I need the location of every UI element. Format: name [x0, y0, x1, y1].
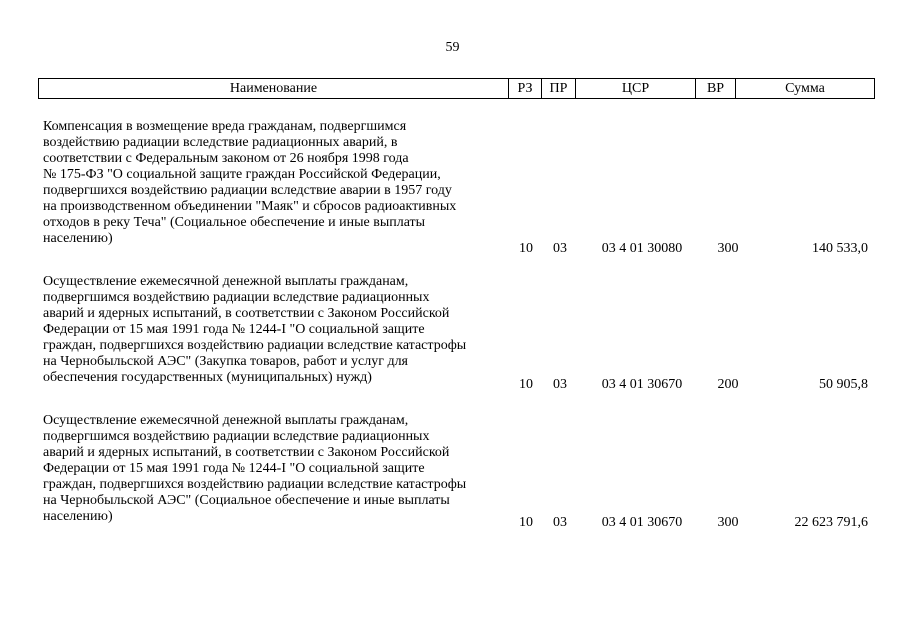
row-name-line: на Чернобыльской АЭС" (Социальное обеспечение и иные выплаты	[43, 493, 450, 508]
row-rz: 10	[519, 377, 533, 392]
row-name-line: соответствии с Федеральным законом от 26 ноября 1998 года	[43, 151, 409, 166]
row-pr: 03	[553, 241, 567, 256]
row-name	[43, 413, 513, 525]
row-name-line: подвергшихся воздействию радиации вследствие аварии в 1957 году	[43, 183, 452, 198]
row-csr: 03 4 01 30670	[601, 377, 683, 392]
row-name-line: Компенсация в возмещение вреда гражданам, подвергшимся	[43, 119, 407, 134]
table-row	[0, 274, 905, 393]
row-name-line: № 175-ФЗ "О социальной защите граждан Российской Федерации,	[43, 167, 441, 182]
row-rz: 10	[519, 515, 533, 530]
row-name-line: отходов в реку Теча" (Социальное обеспечение и иные выплаты	[43, 215, 426, 230]
table-row	[0, 119, 905, 257]
row-name-line: граждан, подвергшихся воздействию радиации вследствие катастрофы	[43, 477, 467, 492]
row-sum: 140 533,0	[812, 241, 868, 256]
row-name	[43, 274, 513, 386]
row-name-line: аварий и ядерных испытаний, в соответствии с Законом Российской	[43, 306, 450, 321]
row-name-line: на производственном объединении "Маяк" и сбросов радиоактивных	[43, 199, 457, 214]
row-name-line: воздействию радиации вследствие радиационных аварий, в	[43, 135, 398, 150]
row-name-line: подвергшимся воздействию радиации вследствие радиационных	[43, 290, 430, 305]
row-sum: 22 623 791,6	[794, 515, 868, 530]
header-rz: РЗ	[509, 79, 542, 99]
row-name-line: населению)	[43, 231, 113, 246]
table-row	[0, 413, 905, 531]
row-name-line: Осуществление ежемесячной денежной выплаты гражданам,	[43, 274, 409, 289]
header-name: Наименование	[39, 79, 509, 99]
header-csr: ЦСР	[576, 79, 696, 99]
row-pr: 03	[553, 377, 567, 392]
column-header-table	[38, 78, 875, 99]
row-vr: 200	[717, 377, 739, 392]
header-pr: ПР	[542, 79, 576, 99]
row-vr: 300	[717, 241, 739, 256]
row-name-line: населению)	[43, 509, 113, 524]
header-sum: Сумма	[736, 79, 875, 99]
row-name-line: Осуществление ежемесячной денежной выплаты гражданам,	[43, 413, 409, 428]
row-csr: 03 4 01 30080	[601, 241, 683, 256]
header-vr: ВР	[696, 79, 736, 99]
row-vr: 300	[717, 515, 739, 530]
row-rz: 10	[519, 241, 533, 256]
row-name-line: граждан, подвергшихся воздействию радиации вследствие катастрофы	[43, 338, 467, 353]
row-sum: 50 905,8	[819, 377, 868, 392]
row-name-line: подвергшимся воздействию радиации вследствие радиационных	[43, 429, 430, 444]
row-name	[43, 119, 513, 247]
row-name-line: Федерации от 15 мая 1991 года № 1244-I "О социальной защите	[43, 322, 425, 337]
row-name-line: Федерации от 15 мая 1991 года № 1244-I "О социальной защите	[43, 461, 425, 476]
column-header-row	[39, 79, 875, 99]
row-name-line: на Чернобыльской АЭС" (Закупка товаров, работ и услуг для	[43, 354, 408, 369]
page-number: 59	[445, 40, 460, 55]
row-csr: 03 4 01 30670	[601, 515, 683, 530]
row-name-line: аварий и ядерных испытаний, в соответствии с Законом Российской	[43, 445, 450, 460]
row-name-line: обеспечения государственных (муниципальных) нужд)	[43, 370, 372, 385]
row-pr: 03	[553, 515, 567, 530]
